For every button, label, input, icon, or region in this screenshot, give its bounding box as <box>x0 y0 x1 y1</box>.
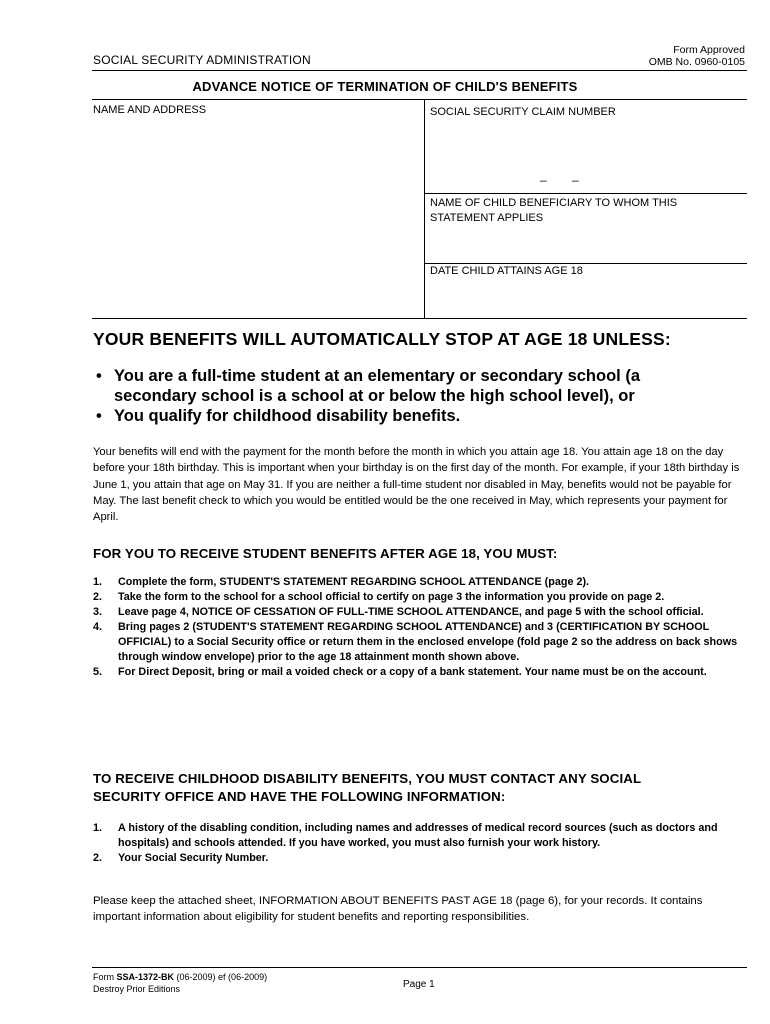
student-section-heading: FOR YOU TO RECEIVE STUDENT BENEFITS AFTER AGE 18, YOU MUST: <box>93 546 558 561</box>
list-item <box>93 590 743 605</box>
condition-disability <box>93 406 713 426</box>
agency-name: SOCIAL SECURITY ADMINISTRATION <box>93 53 311 67</box>
name-address-field[interactable] <box>93 120 421 315</box>
form-prefix: Form <box>93 972 117 982</box>
destroy-note: Destroy Prior Editions <box>93 984 181 994</box>
page-title: ADVANCE NOTICE OF TERMINATION OF CHILD'S BENEFITS <box>192 79 578 94</box>
step-text: Take the form to the school for a school official to certify on page 3 the information you provide on page 2. <box>118 591 665 603</box>
child-name-label-line2: STATEMENT APPLIES <box>430 212 544 224</box>
date-age18-field[interactable] <box>426 282 746 316</box>
claim-number-field[interactable] <box>426 122 746 192</box>
title-rule <box>92 99 747 100</box>
form-id <box>93 971 267 995</box>
claim-dash-2: _ <box>572 168 579 182</box>
omb-block <box>649 44 745 68</box>
closing-paragraph: Please keep the attached sheet, INFORMATION ABOUT BENEFITS PAST AGE 18 (page 6), for your records. It contains important information about eligibility for student benefits and reporting responsibilities. <box>93 895 703 923</box>
form-number-line <box>93 971 267 983</box>
list-item <box>93 821 743 851</box>
step-text: Complete the form, STUDENT'S STATEMENT REGARDING SCHOOL ATTENDANCE (page 2). <box>118 576 590 588</box>
intro-paragraph: Your benefits will end with the payment for the month before the month in which you attain age 18. You attain age 18 on the day before your 18th birthday. This is important when your birthday is on the first day of the month. For example, if your 18th birthday is June 1, you attain that age on May 31. If you are neither a full-time student nor disabled in May, benefits would not be payable for May. The last benefit check to which you would be entitled would be the one received in May, which represents your payment for April. <box>93 446 740 524</box>
step-number: 4. <box>93 621 103 633</box>
item-number: 1. <box>93 822 103 834</box>
step-text: Bring pages 2 (STUDENT'S STATEMENT REGARDING SCHOOL ATTENDANCE) and 3 (CERTIFICATION BY SCHOOL OFFICIAL) to a Social Security office or return them in the enclosed envelope (fold page 2 so the address on back shows through window envelope) prior to the age 18 attainment month shown above. <box>118 621 738 663</box>
page-number: Page 1 <box>403 979 435 990</box>
box-bottom-rule <box>92 318 747 319</box>
child-name-label <box>430 196 677 226</box>
disability-section-heading <box>93 770 641 806</box>
item-number: 2. <box>93 852 103 864</box>
item-text: A history of the disabling condition, including names and addresses of medical record sources (such as doctors and hospitals) and schools attended. If you have worked, you must also furnish your work history. <box>118 822 718 849</box>
name-address-label: NAME AND ADDRESS <box>93 104 207 116</box>
list-item <box>93 575 743 590</box>
disability-heading-line2: SECURITY OFFICE AND HAVE THE FOLLOWING INFORMATION: <box>93 789 506 804</box>
step-number: 3. <box>93 606 103 618</box>
box-vertical-divider <box>424 99 425 319</box>
omb-number: OMB No. 0960-0105 <box>648 56 745 68</box>
child-name-label-line1: NAME OF CHILD BENEFICIARY TO WHOM THIS <box>430 197 678 209</box>
step-text: For Direct Deposit, bring or mail a voided check or a copy of a bank statement. Your name must be on the account. <box>118 666 707 678</box>
main-heading: YOUR BENEFITS WILL AUTOMATICALLY STOP AT AGE 18 UNLESS: <box>93 329 671 349</box>
list-item <box>93 620 743 665</box>
claim-dash-1: _ <box>540 168 547 182</box>
condition-student-text: You are a full-time student at an elementary or secondary school (a secondary school is a school at or below the high school level), or <box>114 367 641 405</box>
bullet-icon: • <box>96 407 102 425</box>
conditions-list <box>93 366 713 426</box>
step-number: 1. <box>93 576 103 588</box>
date-age18-label: DATE CHILD ATTAINS AGE 18 <box>430 265 583 277</box>
step-number: 2. <box>93 591 103 603</box>
step-number: 5. <box>93 666 103 678</box>
claim-rule <box>424 193 747 194</box>
step-text: Leave page 4, NOTICE OF CESSATION OF FULL-TIME SCHOOL ATTENDANCE, and page 5 with the school official. <box>118 606 704 618</box>
list-item <box>93 605 743 620</box>
list-item <box>93 665 743 680</box>
disability-info-list <box>93 821 743 866</box>
claim-number-label: SOCIAL SECURITY CLAIM NUMBER <box>430 106 616 118</box>
student-steps-list <box>93 575 743 680</box>
disability-heading-line1: TO RECEIVE CHILDHOOD DISABILITY BENEFITS, YOU MUST CONTACT ANY SOCIAL <box>93 771 642 786</box>
child-name-field[interactable] <box>426 228 746 262</box>
footer-rule <box>92 967 747 968</box>
header-rule <box>92 70 747 71</box>
item-text: Your Social Security Number. <box>118 852 269 864</box>
list-item <box>93 851 743 866</box>
condition-disability-text: You qualify for childhood disability benefits. <box>114 407 461 425</box>
bullet-icon: • <box>96 367 102 385</box>
form-number: SSA-1372-BK <box>116 972 175 982</box>
condition-student <box>93 366 713 406</box>
form-edition: (06-2009) ef (06-2009) <box>174 972 268 982</box>
form-approved-text: Form Approved <box>673 44 745 56</box>
